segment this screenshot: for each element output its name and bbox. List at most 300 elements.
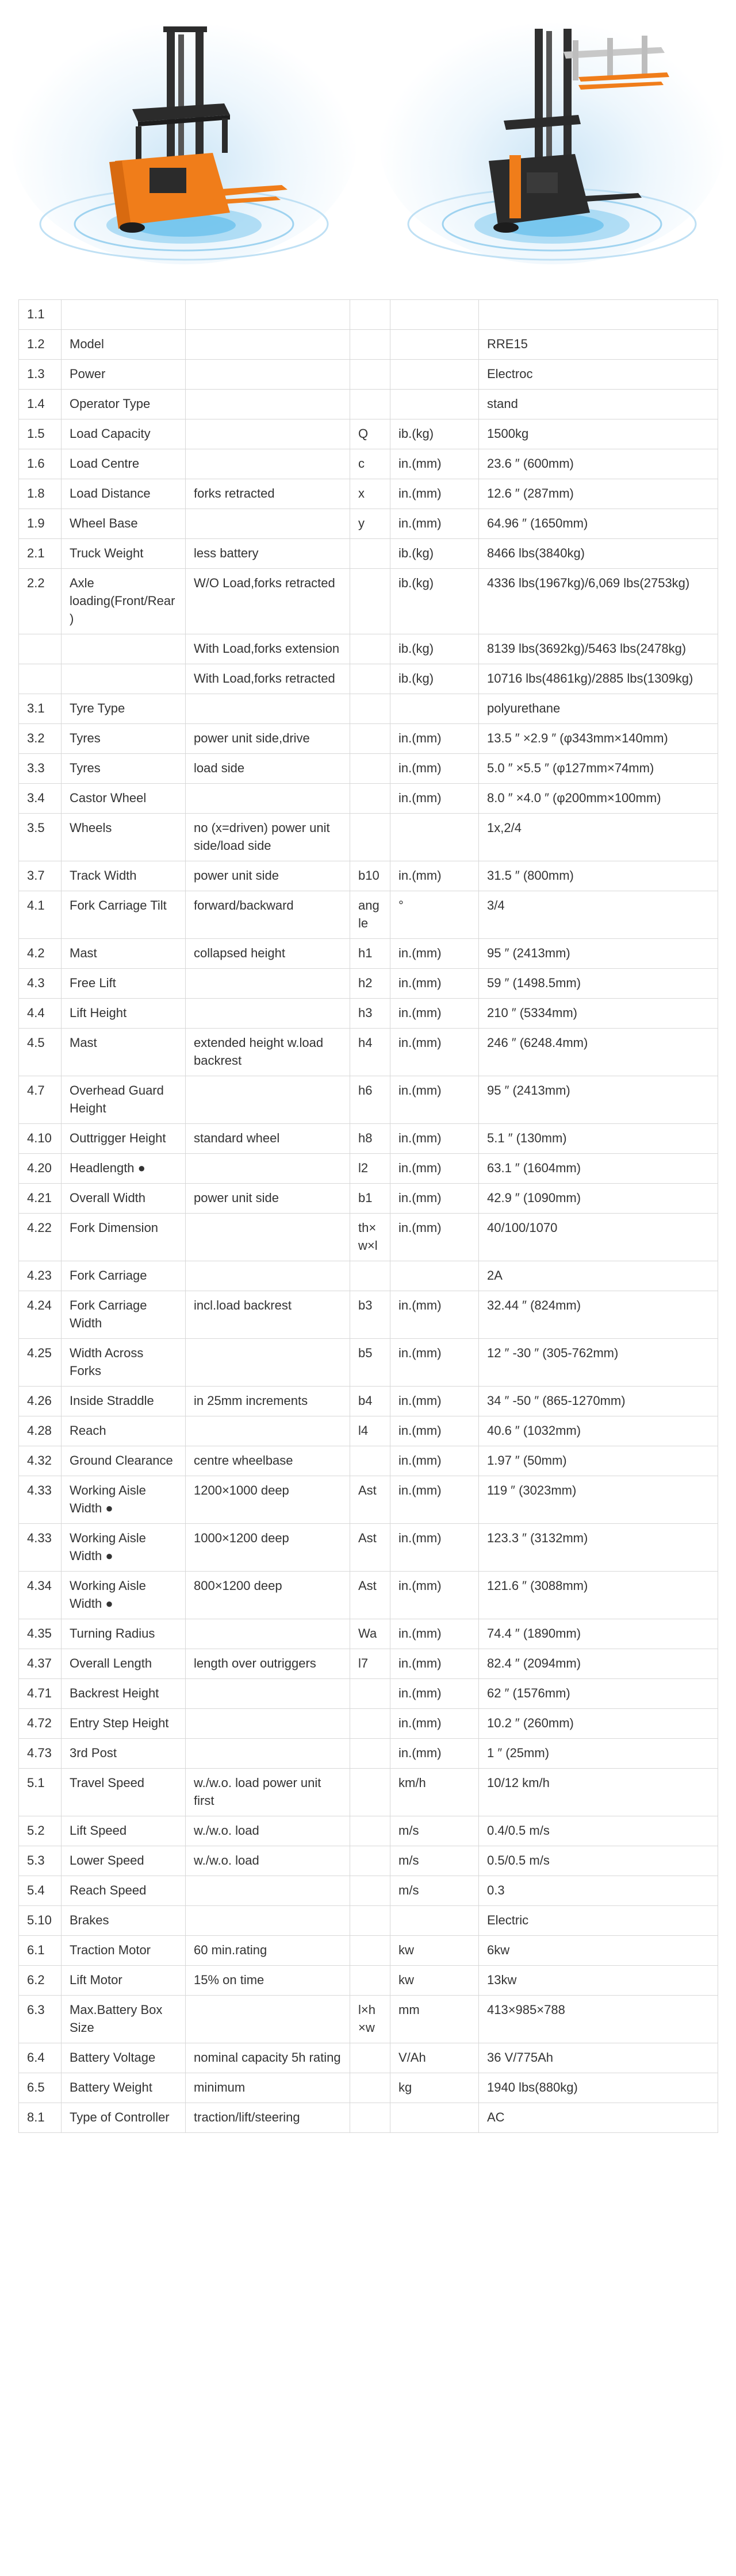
table-row bbox=[19, 1261, 718, 1291]
condition-cell: nominal capacity 5h rating bbox=[186, 2043, 350, 2073]
symbol-cell bbox=[350, 724, 390, 754]
unit-cell: ib.(kg) bbox=[390, 539, 479, 569]
unit-cell: ib.(kg) bbox=[390, 664, 479, 694]
unit-cell: in.(mm) bbox=[390, 1154, 479, 1184]
symbol-cell bbox=[350, 1261, 390, 1291]
unit-cell: ib.(kg) bbox=[390, 419, 479, 449]
symbol-cell: Ast bbox=[350, 1476, 390, 1524]
item-number-cell: 1.8 bbox=[19, 479, 62, 509]
table-row bbox=[19, 999, 718, 1029]
parameter-name-cell: Tyres bbox=[62, 724, 186, 754]
condition-cell: collapsed height bbox=[186, 939, 350, 969]
unit-cell: in.(mm) bbox=[390, 479, 479, 509]
condition-cell bbox=[186, 419, 350, 449]
value-cell: RRE15 bbox=[479, 330, 718, 360]
parameter-name-cell: Mast bbox=[62, 939, 186, 969]
symbol-cell bbox=[350, 1876, 390, 1906]
value-cell: 1x,2/4 bbox=[479, 814, 718, 861]
unit-cell: in.(mm) bbox=[390, 1572, 479, 1619]
value-cell: Electroc bbox=[479, 360, 718, 390]
unit-cell bbox=[390, 2103, 479, 2133]
table-row bbox=[19, 300, 718, 330]
parameter-name-cell: Lift Height bbox=[62, 999, 186, 1029]
symbol-cell bbox=[350, 814, 390, 861]
unit-cell: in.(mm) bbox=[390, 1076, 479, 1124]
unit-cell: ib.(kg) bbox=[390, 569, 479, 634]
parameter-name-cell bbox=[62, 300, 186, 330]
item-number-cell: 4.73 bbox=[19, 1739, 62, 1769]
symbol-cell: h6 bbox=[350, 1076, 390, 1124]
table-row bbox=[19, 1154, 718, 1184]
value-cell: 0.3 bbox=[479, 1876, 718, 1906]
unit-cell: m/s bbox=[390, 1846, 479, 1876]
item-number-cell bbox=[19, 664, 62, 694]
item-number-cell: 4.26 bbox=[19, 1387, 62, 1416]
value-cell: 59 ″ (1498.5mm) bbox=[479, 969, 718, 999]
symbol-cell bbox=[350, 1906, 390, 1936]
table-row bbox=[19, 1769, 718, 1816]
unit-cell bbox=[390, 300, 479, 330]
symbol-cell: y bbox=[350, 509, 390, 539]
value-cell: 63.1 ″ (1604mm) bbox=[479, 1154, 718, 1184]
symbol-cell bbox=[350, 2103, 390, 2133]
item-number-cell: 4.35 bbox=[19, 1619, 62, 1649]
symbol-cell bbox=[350, 634, 390, 664]
condition-cell: forward/backward bbox=[186, 891, 350, 939]
item-number-cell: 4.33 bbox=[19, 1524, 62, 1572]
value-cell: 4336 lbs(1967kg)/6,069 lbs(2753kg) bbox=[479, 569, 718, 634]
unit-cell bbox=[390, 1906, 479, 1936]
table-row bbox=[19, 861, 718, 891]
parameter-name-cell: Mast bbox=[62, 1029, 186, 1076]
value-cell: 2A bbox=[479, 1261, 718, 1291]
table-row bbox=[19, 1816, 718, 1846]
unit-cell: in.(mm) bbox=[390, 724, 479, 754]
item-number-cell: 1.1 bbox=[19, 300, 62, 330]
unit-cell bbox=[390, 694, 479, 724]
unit-cell: in.(mm) bbox=[390, 784, 479, 814]
condition-cell bbox=[186, 999, 350, 1029]
symbol-cell: h3 bbox=[350, 999, 390, 1029]
value-cell: 413×985×788 bbox=[479, 1996, 718, 2043]
symbol-cell: h1 bbox=[350, 939, 390, 969]
condition-cell: forks retracted bbox=[186, 479, 350, 509]
table-row bbox=[19, 2043, 718, 2073]
item-number-cell: 4.25 bbox=[19, 1339, 62, 1387]
parameter-name-cell: Width Across Forks bbox=[62, 1339, 186, 1387]
value-cell: 8466 lbs(3840kg) bbox=[479, 539, 718, 569]
table-row bbox=[19, 509, 718, 539]
symbol-cell: angle bbox=[350, 891, 390, 939]
parameter-name-cell: Model bbox=[62, 330, 186, 360]
symbol-cell bbox=[350, 1446, 390, 1476]
unit-cell: in.(mm) bbox=[390, 1446, 479, 1476]
parameter-name-cell: Wheels bbox=[62, 814, 186, 861]
item-number-cell: 4.71 bbox=[19, 1679, 62, 1709]
value-cell: 0.4/0.5 m/s bbox=[479, 1816, 718, 1846]
parameter-name-cell: Axle loading(Front/Rear) bbox=[62, 569, 186, 634]
condition-cell: 1000×1200 deep bbox=[186, 1524, 350, 1572]
item-number-cell: 3.3 bbox=[19, 754, 62, 784]
unit-cell: km/h bbox=[390, 1769, 479, 1816]
table-row bbox=[19, 1029, 718, 1076]
item-number-cell: 4.32 bbox=[19, 1446, 62, 1476]
value-cell: 5.1 ″ (130mm) bbox=[479, 1124, 718, 1154]
symbol-cell bbox=[350, 1936, 390, 1966]
condition-cell bbox=[186, 509, 350, 539]
item-number-cell: 4.7 bbox=[19, 1076, 62, 1124]
value-cell: 32.44 ″ (824mm) bbox=[479, 1291, 718, 1339]
parameter-name-cell: Type of Controller bbox=[62, 2103, 186, 2133]
symbol-cell bbox=[350, 1739, 390, 1769]
unit-cell: in.(mm) bbox=[390, 1029, 479, 1076]
condition-cell: extended height w.load backrest bbox=[186, 1029, 350, 1076]
unit-cell bbox=[390, 390, 479, 419]
table-row bbox=[19, 390, 718, 419]
item-number-cell: 6.4 bbox=[19, 2043, 62, 2073]
value-cell: 23.6 ″ (600mm) bbox=[479, 449, 718, 479]
table-row bbox=[19, 1966, 718, 1996]
item-number-cell: 3.7 bbox=[19, 861, 62, 891]
unit-cell bbox=[390, 814, 479, 861]
parameter-name-cell: Load Centre bbox=[62, 449, 186, 479]
item-number-cell: 4.23 bbox=[19, 1261, 62, 1291]
symbol-cell: b4 bbox=[350, 1387, 390, 1416]
condition-cell: in 25mm increments bbox=[186, 1387, 350, 1416]
parameter-name-cell: Working Aisle Width ● bbox=[62, 1524, 186, 1572]
value-cell: 64.96 ″ (1650mm) bbox=[479, 509, 718, 539]
reach-truck-image-raised bbox=[391, 17, 713, 270]
parameter-name-cell: Backrest Height bbox=[62, 1679, 186, 1709]
condition-cell: With Load,forks retracted bbox=[186, 664, 350, 694]
reach-truck-image-retracted bbox=[23, 17, 345, 270]
value-cell: 1500kg bbox=[479, 419, 718, 449]
symbol-cell: x bbox=[350, 479, 390, 509]
value-cell bbox=[479, 300, 718, 330]
item-number-cell: 5.2 bbox=[19, 1816, 62, 1846]
item-number-cell: 1.9 bbox=[19, 509, 62, 539]
table-row bbox=[19, 330, 718, 360]
symbol-cell: b5 bbox=[350, 1339, 390, 1387]
condition-cell bbox=[186, 969, 350, 999]
item-number-cell: 4.4 bbox=[19, 999, 62, 1029]
parameter-name-cell: Truck Weight bbox=[62, 539, 186, 569]
item-number-cell: 3.4 bbox=[19, 784, 62, 814]
condition-cell bbox=[186, 1214, 350, 1261]
item-number-cell: 1.3 bbox=[19, 360, 62, 390]
item-number-cell: 5.3 bbox=[19, 1846, 62, 1876]
condition-cell bbox=[186, 449, 350, 479]
table-row bbox=[19, 634, 718, 664]
value-cell: 1 ″ (25mm) bbox=[479, 1739, 718, 1769]
condition-cell bbox=[186, 1416, 350, 1446]
value-cell: 123.3 ″ (3132mm) bbox=[479, 1524, 718, 1572]
value-cell: 8139 lbs(3692kg)/5463 lbs(2478kg) bbox=[479, 634, 718, 664]
table-row bbox=[19, 1416, 718, 1446]
condition-cell: power unit side,drive bbox=[186, 724, 350, 754]
table-row bbox=[19, 1846, 718, 1876]
parameter-name-cell: Entry Step Height bbox=[62, 1709, 186, 1739]
condition-cell bbox=[186, 330, 350, 360]
value-cell: 74.4 ″ (1890mm) bbox=[479, 1619, 718, 1649]
item-number-cell: 4.28 bbox=[19, 1416, 62, 1446]
value-cell: 62 ″ (1576mm) bbox=[479, 1679, 718, 1709]
symbol-cell: th×w×l bbox=[350, 1214, 390, 1261]
unit-cell: in.(mm) bbox=[390, 939, 479, 969]
parameter-name-cell: Load Distance bbox=[62, 479, 186, 509]
specification-table bbox=[18, 299, 718, 2133]
unit-cell: in.(mm) bbox=[390, 1339, 479, 1387]
condition-cell bbox=[186, 1339, 350, 1387]
item-number-cell bbox=[19, 634, 62, 664]
condition-cell bbox=[186, 784, 350, 814]
table-row bbox=[19, 1076, 718, 1124]
condition-cell bbox=[186, 1261, 350, 1291]
table-row bbox=[19, 539, 718, 569]
condition-cell bbox=[186, 1876, 350, 1906]
item-number-cell: 6.1 bbox=[19, 1936, 62, 1966]
item-number-cell: 6.5 bbox=[19, 2073, 62, 2103]
unit-cell: in.(mm) bbox=[390, 754, 479, 784]
condition-cell: W/O Load,forks retracted bbox=[186, 569, 350, 634]
table-row bbox=[19, 1679, 718, 1709]
value-cell: Electric bbox=[479, 1906, 718, 1936]
symbol-cell bbox=[350, 569, 390, 634]
value-cell: 95 ″ (2413mm) bbox=[479, 939, 718, 969]
condition-cell: minimum bbox=[186, 2073, 350, 2103]
parameter-name-cell: Headlength ● bbox=[62, 1154, 186, 1184]
symbol-cell: c bbox=[350, 449, 390, 479]
parameter-name-cell: Fork Dimension bbox=[62, 1214, 186, 1261]
symbol-cell: l7 bbox=[350, 1649, 390, 1679]
symbol-cell bbox=[350, 300, 390, 330]
value-cell: 121.6 ″ (3088mm) bbox=[479, 1572, 718, 1619]
symbol-cell bbox=[350, 2073, 390, 2103]
item-number-cell: 4.20 bbox=[19, 1154, 62, 1184]
value-cell: 119 ″ (3023mm) bbox=[479, 1476, 718, 1524]
table-row bbox=[19, 664, 718, 694]
parameter-name-cell: Battery Voltage bbox=[62, 2043, 186, 2073]
item-number-cell: 2.1 bbox=[19, 539, 62, 569]
value-cell: 40/100/1070 bbox=[479, 1214, 718, 1261]
condition-cell bbox=[186, 694, 350, 724]
symbol-cell bbox=[350, 664, 390, 694]
condition-cell: With Load,forks extension bbox=[186, 634, 350, 664]
value-cell: 1940 lbs(880kg) bbox=[479, 2073, 718, 2103]
table-row bbox=[19, 2103, 718, 2133]
condition-cell: power unit side bbox=[186, 1184, 350, 1214]
condition-cell: traction/lift/steering bbox=[186, 2103, 350, 2133]
value-cell: 13.5 ″ ×2.9 ″ (φ343mm×140mm) bbox=[479, 724, 718, 754]
symbol-cell bbox=[350, 784, 390, 814]
unit-cell: m/s bbox=[390, 1876, 479, 1906]
parameter-name-cell: Working Aisle Width ● bbox=[62, 1476, 186, 1524]
table-row bbox=[19, 969, 718, 999]
table-row bbox=[19, 1709, 718, 1739]
symbol-cell: h8 bbox=[350, 1124, 390, 1154]
symbol-cell: b10 bbox=[350, 861, 390, 891]
condition-cell bbox=[186, 390, 350, 419]
parameter-name-cell: Working Aisle Width ● bbox=[62, 1572, 186, 1619]
value-cell: AC bbox=[479, 2103, 718, 2133]
condition-cell bbox=[186, 1739, 350, 1769]
condition-cell bbox=[186, 1154, 350, 1184]
condition-cell: w./w.o. load bbox=[186, 1846, 350, 1876]
condition-cell: no (x=driven) power unit side/load side bbox=[186, 814, 350, 861]
unit-cell: in.(mm) bbox=[390, 1416, 479, 1446]
value-cell: 0.5/0.5 m/s bbox=[479, 1846, 718, 1876]
item-number-cell: 4.5 bbox=[19, 1029, 62, 1076]
item-number-cell: 4.37 bbox=[19, 1649, 62, 1679]
table-row bbox=[19, 449, 718, 479]
parameter-name-cell: Brakes bbox=[62, 1906, 186, 1936]
value-cell: 31.5 ″ (800mm) bbox=[479, 861, 718, 891]
condition-cell: 15% on time bbox=[186, 1966, 350, 1996]
condition-cell bbox=[186, 1709, 350, 1739]
symbol-cell bbox=[350, 2043, 390, 2073]
unit-cell: in.(mm) bbox=[390, 1739, 479, 1769]
table-row bbox=[19, 1214, 718, 1261]
symbol-cell bbox=[350, 539, 390, 569]
table-row bbox=[19, 1649, 718, 1679]
parameter-name-cell: Fork Carriage Tilt bbox=[62, 891, 186, 939]
item-number-cell: 5.1 bbox=[19, 1769, 62, 1816]
value-cell: 3/4 bbox=[479, 891, 718, 939]
condition-cell: 800×1200 deep bbox=[186, 1572, 350, 1619]
symbol-cell: h4 bbox=[350, 1029, 390, 1076]
condition-cell: load side bbox=[186, 754, 350, 784]
unit-cell: kg bbox=[390, 2073, 479, 2103]
unit-cell: in.(mm) bbox=[390, 1291, 479, 1339]
symbol-cell bbox=[350, 1846, 390, 1876]
value-cell: 246 ″ (6248.4mm) bbox=[479, 1029, 718, 1076]
specification-table-body bbox=[19, 300, 718, 2133]
parameter-name-cell: Overall Length bbox=[62, 1649, 186, 1679]
item-number-cell: 5.10 bbox=[19, 1906, 62, 1936]
table-row bbox=[19, 694, 718, 724]
condition-cell: length over outriggers bbox=[186, 1649, 350, 1679]
value-cell: 8.0 ″ ×4.0 ″ (φ200mm×100mm) bbox=[479, 784, 718, 814]
parameter-name-cell: 3rd Post bbox=[62, 1739, 186, 1769]
value-cell: 36 V/775Ah bbox=[479, 2043, 718, 2073]
item-number-cell: 3.5 bbox=[19, 814, 62, 861]
parameter-name-cell bbox=[62, 634, 186, 664]
condition-cell: centre wheelbase bbox=[186, 1446, 350, 1476]
unit-cell: in.(mm) bbox=[390, 1387, 479, 1416]
value-cell: 12.6 ″ (287mm) bbox=[479, 479, 718, 509]
symbol-cell: l×h×w bbox=[350, 1996, 390, 2043]
symbol-cell: Ast bbox=[350, 1572, 390, 1619]
unit-cell: V/Ah bbox=[390, 2043, 479, 2073]
condition-cell bbox=[186, 1076, 350, 1124]
symbol-cell bbox=[350, 1769, 390, 1816]
condition-cell bbox=[186, 1906, 350, 1936]
condition-cell bbox=[186, 1679, 350, 1709]
condition-cell bbox=[186, 360, 350, 390]
table-row bbox=[19, 360, 718, 390]
unit-cell: in.(mm) bbox=[390, 969, 479, 999]
parameter-name-cell: Wheel Base bbox=[62, 509, 186, 539]
value-cell: 10/12 km/h bbox=[479, 1769, 718, 1816]
symbol-cell bbox=[350, 1966, 390, 1996]
item-number-cell: 4.72 bbox=[19, 1709, 62, 1739]
symbol-cell: l2 bbox=[350, 1154, 390, 1184]
value-cell: 42.9 ″ (1090mm) bbox=[479, 1184, 718, 1214]
product-hero bbox=[0, 0, 736, 287]
item-number-cell: 6.2 bbox=[19, 1966, 62, 1996]
symbol-cell: b1 bbox=[350, 1184, 390, 1214]
item-number-cell: 4.1 bbox=[19, 891, 62, 939]
parameter-name-cell: Free Lift bbox=[62, 969, 186, 999]
value-cell: 95 ″ (2413mm) bbox=[479, 1076, 718, 1124]
item-number-cell: 4.34 bbox=[19, 1572, 62, 1619]
symbol-cell: b3 bbox=[350, 1291, 390, 1339]
parameter-name-cell: Lower Speed bbox=[62, 1846, 186, 1876]
parameter-name-cell: Fork Carriage bbox=[62, 1261, 186, 1291]
parameter-name-cell bbox=[62, 664, 186, 694]
unit-cell: ib.(kg) bbox=[390, 634, 479, 664]
unit-cell: in.(mm) bbox=[390, 1124, 479, 1154]
value-cell: stand bbox=[479, 390, 718, 419]
table-row bbox=[19, 1906, 718, 1936]
value-cell: 210 ″ (5334mm) bbox=[479, 999, 718, 1029]
value-cell: 12 ″ -30 ″ (305-762mm) bbox=[479, 1339, 718, 1387]
table-row bbox=[19, 1291, 718, 1339]
condition-cell bbox=[186, 300, 350, 330]
table-row bbox=[19, 939, 718, 969]
table-row bbox=[19, 724, 718, 754]
table-row bbox=[19, 569, 718, 634]
symbol-cell bbox=[350, 1679, 390, 1709]
table-row bbox=[19, 1184, 718, 1214]
value-cell: 40.6 ″ (1032mm) bbox=[479, 1416, 718, 1446]
table-row bbox=[19, 814, 718, 861]
unit-cell: in.(mm) bbox=[390, 999, 479, 1029]
parameter-name-cell: Ground Clearance bbox=[62, 1446, 186, 1476]
table-row bbox=[19, 1876, 718, 1906]
unit-cell: in.(mm) bbox=[390, 1709, 479, 1739]
symbol-cell: h2 bbox=[350, 969, 390, 999]
unit-cell bbox=[390, 330, 479, 360]
symbol-cell bbox=[350, 330, 390, 360]
unit-cell: in.(mm) bbox=[390, 449, 479, 479]
symbol-cell: Wa bbox=[350, 1619, 390, 1649]
condition-cell: 1200×1000 deep bbox=[186, 1476, 350, 1524]
parameter-name-cell: Track Width bbox=[62, 861, 186, 891]
symbol-cell bbox=[350, 1816, 390, 1846]
table-row bbox=[19, 2073, 718, 2103]
symbol-cell bbox=[350, 694, 390, 724]
parameter-name-cell: Tyre Type bbox=[62, 694, 186, 724]
table-row bbox=[19, 1996, 718, 2043]
unit-cell: in.(mm) bbox=[390, 1184, 479, 1214]
table-row bbox=[19, 1936, 718, 1966]
symbol-cell: l4 bbox=[350, 1416, 390, 1446]
table-row bbox=[19, 1339, 718, 1387]
parameter-name-cell: Battery Weight bbox=[62, 2073, 186, 2103]
condition-cell: less battery bbox=[186, 539, 350, 569]
value-cell: 1.97 ″ (50mm) bbox=[479, 1446, 718, 1476]
value-cell: 5.0 ″ ×5.5 ″ (φ127mm×74mm) bbox=[479, 754, 718, 784]
item-number-cell: 1.4 bbox=[19, 390, 62, 419]
unit-cell: in.(mm) bbox=[390, 1476, 479, 1524]
symbol-cell bbox=[350, 1709, 390, 1739]
value-cell: 13kw bbox=[479, 1966, 718, 1996]
symbol-cell: Ast bbox=[350, 1524, 390, 1572]
value-cell: 6kw bbox=[479, 1936, 718, 1966]
symbol-cell bbox=[350, 360, 390, 390]
item-number-cell: 1.5 bbox=[19, 419, 62, 449]
